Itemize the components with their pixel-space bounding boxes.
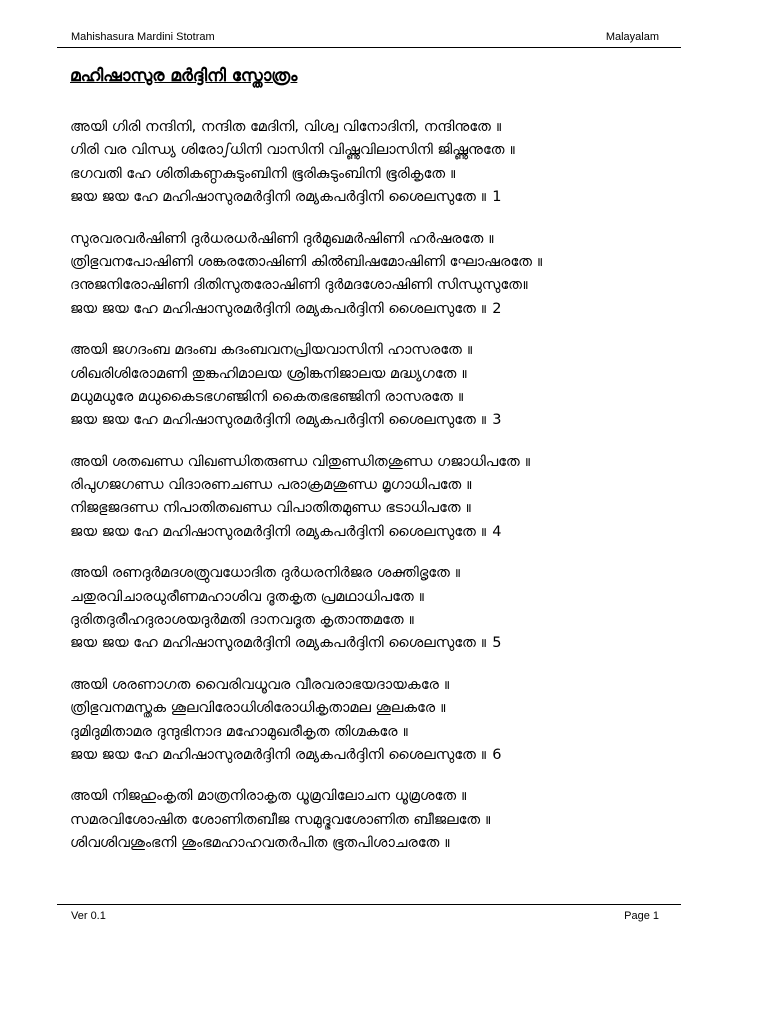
verse-line: ചതുരവിചാരധുരീണമഹാശിവ ദൂതകൃത പ്രമഥാധിപതേ ॥ <box>70 588 426 605</box>
footer-page-number: Page 1 <box>624 910 659 922</box>
verse-line: അയി ഗിരി നന്ദിനി, നന്ദിത മേദിനി, വിശ്വ വിനോദിനി, നന്ദിനുതേ ॥ <box>70 119 503 135</box>
page-title: മഹിഷാസുര മർദ്ദിനി സ്തോത്രം <box>70 66 298 86</box>
verse-line: ദനുജനിരോഷിണി ദിതിസുതരോഷിണി ദുർമദശോഷിണി സിന്ധുസുതേ॥ <box>70 277 530 294</box>
verse-line: സുരവരവർഷിണി ദുർധരധർഷിണി ദുർമുഖമർഷിണി ഹർഷരതേ ॥ <box>70 230 496 247</box>
verse-refrain: ജയ ജയ ഹേ മഹിഷാസുരമർദ്ദിനി രമ്യകപർദ്ദിനി ശൈലസുതേ ॥ 2 <box>70 300 502 317</box>
verse-7 <box>70 785 670 855</box>
verse-line: രിപുഗജഗണ്ഡ വിദാരണചണ്ഡ പരാക്രമശുണ്ഡ മൃഗാധിപതേ ॥ <box>70 477 474 494</box>
verse-line: ത്രിഭുവനമസ്തക ശൂലവിരോധിശിരോധികൃതാമല ശൂലകരേ ॥ <box>70 700 448 717</box>
verse-line: അയി ശരണാഗത വൈരിവധൂവര വീരവരാഭയദായകരേ ॥ <box>70 676 451 693</box>
verse-refrain: ജയ ജയ ഹേ മഹിഷാസുരമർദ്ദിനി രമ്യകപർദ്ദിനി ശൈലസുതേ ॥ 6 <box>70 746 502 763</box>
verse-line: അയി ശതഖണ്ഡ വിഖണ്ഡിതരുണ്ഡ വിതുണ്ഡിതശുണ്ഡ ഗജാധിപതേ ॥ <box>70 453 532 470</box>
verse-line: മധുമധുരേ മധുകൈടഭഗഞ്ജിനി കൈതഭഭഞ്ജിനി രാസരതേ ॥ <box>70 388 465 405</box>
verse-line: ഭഗവതി ഹേ ശിതികണ്ഠകുടുംബിനി ഭൂരികുടുംബിനി ഭൂരികൃതേ ॥ <box>70 165 457 182</box>
verse-line: അയി ജഗദംബ മദംബ കദംബവനപ്രിയവാസിനി ഹാസരതേ ॥ <box>70 342 474 359</box>
verse-line: സമരവിശോഷിത ശോണിതബീജ സമുദ്ഭവശോണിത ബീജലതേ ॥ <box>70 811 492 828</box>
verse-6 <box>70 674 670 768</box>
verse-line: അയി രണദുർമദശത്രുവധോദിത ദുർധരനിർജര ശക്തിഭൃതേ ॥ <box>70 565 462 582</box>
verse-refrain: ജയ ജയ ഹേ മഹിഷാസുരമർദ്ദിനി രമ്യകപർദ്ദിനി ശൈലസുതേ ॥ 1 <box>70 189 502 206</box>
verse-1 <box>70 116 670 210</box>
verse-5 <box>70 562 670 656</box>
verse-line: ശിവശിവശുംഭനി ശുംഭമഹാഹവതർപിത ഭൂതപിശാചരതേ ॥ <box>70 835 452 852</box>
page-footer <box>57 904 681 925</box>
page-header <box>57 28 681 48</box>
verse-4 <box>70 451 670 545</box>
verse-line: ത്രിഭുവനപോഷിണി ശങ്കരതോഷിണി കിൽബിഷമോഷിണി ഘോഷരതേ ॥ <box>70 253 544 270</box>
verse-line: ഗിരി വര വിന്ധ്യ ശിരോഽധിനി വാസിനി വിഷ്ണുവിലാസിനി ജിഷ്ണുനുതേ ॥ <box>70 142 517 159</box>
verse-line: ദുരിതദുരീഹദുരാശയദുർമതി ദാനവദൂത കൃതാന്തമതേ ॥ <box>70 612 416 629</box>
verse-line: അയി നിജഹുംകൃതി മാത്രനിരാകൃത ധൂമ്രവിലോചന ധൂമ്രശതേ ॥ <box>70 788 468 805</box>
verse-line: ദുമിദുമിതാമര ദുന്ദുഭിനാദ മഹോമുഖരീകൃത തിഗ്മകരേ ॥ <box>70 723 410 740</box>
verse-3 <box>70 339 670 433</box>
header-doc-title: Mahishasura Mardini Stotram <box>71 31 215 43</box>
verse-line: ശിഖരിശിരോമണി തുങ്കഹിമാലയ ശ്രിങ്കനിജാലയ മദ്ധ്യഗതേ ॥ <box>70 365 469 382</box>
verse-line: നിജഭുജദണ്ഡ നിപാതിതഖണ്ഡ വിപാതിതമുണ്ഡ ഭടാധിപതേ ॥ <box>70 500 473 517</box>
footer-version: Ver 0.1 <box>71 910 106 922</box>
header-language: Malayalam <box>605 31 659 43</box>
verse-refrain: ജയ ജയ ഹേ മഹിഷാസുരമർദ്ദിനി രമ്യകപർദ്ദിനി ശൈലസുതേ ॥ 3 <box>70 412 502 429</box>
verse-2 <box>70 228 670 322</box>
verse-refrain: ജയ ജയ ഹേ മഹിഷാസുരമർദ്ദിനി രമ്യകപർദ്ദിനി ശൈലസുതേ ॥ 5 <box>70 635 502 652</box>
verse-list <box>70 116 670 874</box>
verse-refrain: ജയ ജയ ഹേ മഹിഷാസുരമർദ്ദിനി രമ്യകപർദ്ദിനി ശൈലസുതേ ॥ 4 <box>70 523 502 540</box>
